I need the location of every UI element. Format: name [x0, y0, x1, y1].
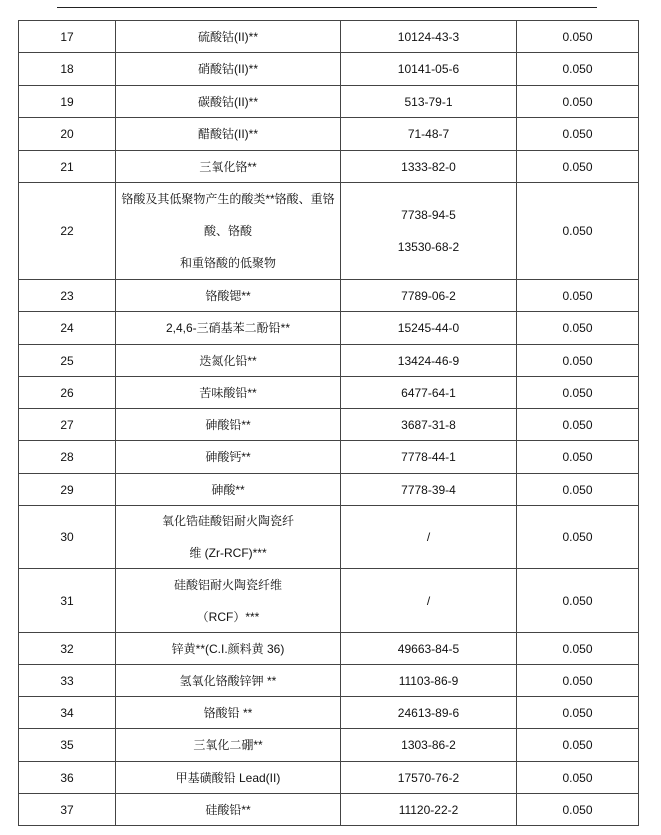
- substance-name: [116, 762, 341, 794]
- cas-number-line: /: [426, 593, 431, 608]
- row-number: 21: [19, 151, 116, 183]
- limit-value: 0.050: [517, 506, 639, 569]
- limit-value: 0.050: [517, 312, 639, 345]
- substance-name: [116, 345, 341, 377]
- row-number: 37: [19, 794, 116, 826]
- header-rule: [57, 7, 597, 8]
- limit-value: 0.050: [517, 474, 639, 506]
- limit-value: 0.050: [517, 21, 639, 53]
- row-number: 36: [19, 762, 116, 794]
- limit-value: 0.050: [517, 633, 639, 665]
- cas-number-line: 11103-86-9: [398, 673, 459, 688]
- cas-number-line: 7778-44-1: [401, 450, 456, 464]
- substance-name-line: 硫酸钴(II)**: [197, 29, 258, 44]
- cas-number-line: 10141-05-6: [397, 62, 460, 76]
- cas-number-line: 13530-68-2: [397, 240, 460, 254]
- table-row: [19, 86, 639, 118]
- limit-value: 0.050: [517, 53, 639, 86]
- cas-number-line: 10124-43-3: [397, 29, 460, 44]
- limit-value: 0.050: [517, 665, 639, 697]
- substance-name: [116, 86, 341, 118]
- substance-name-line: 砷酸钙**: [205, 450, 251, 464]
- limit-value: 0.050: [517, 86, 639, 118]
- table-row: [19, 441, 639, 474]
- substance-name: [116, 697, 341, 729]
- substance-name: [116, 53, 341, 86]
- row-number: 35: [19, 729, 116, 762]
- row-number: 34: [19, 697, 116, 729]
- substance-name: [116, 21, 341, 53]
- cas-number: [341, 312, 517, 345]
- cas-number: [341, 53, 517, 86]
- substance-name: [116, 280, 341, 312]
- row-number: 19: [19, 86, 116, 118]
- cas-number-line: 11120-22-2: [398, 802, 459, 817]
- table-row: [19, 794, 639, 826]
- substance-name-line: 铬酸锶**: [205, 288, 251, 303]
- limit-value: 0.050: [517, 569, 639, 633]
- substance-name-line: 维 (Zr-RCF)***: [189, 546, 267, 560]
- table-row: [19, 118, 639, 151]
- cas-number-line: 71-48-7: [407, 127, 450, 141]
- cas-number-line: 49663-84-5: [397, 641, 460, 656]
- cas-number-line: 7789-06-2: [401, 288, 456, 303]
- cas-number: [341, 377, 517, 409]
- row-number: 29: [19, 474, 116, 506]
- cas-number-line: 24613-89-6: [397, 705, 460, 720]
- table-row: [19, 345, 639, 377]
- table-row: [19, 21, 639, 53]
- table-row: [19, 53, 639, 86]
- substance-name: [116, 474, 341, 506]
- limit-value: 0.050: [517, 409, 639, 441]
- substance-name: [116, 312, 341, 345]
- limit-value: 0.050: [517, 183, 639, 280]
- row-number: 24: [19, 312, 116, 345]
- table-row: [19, 633, 639, 665]
- substance-name-line: 和重铬酸的低聚物: [179, 256, 276, 270]
- cas-number: [341, 665, 517, 697]
- limit-value: 0.050: [517, 345, 639, 377]
- substance-name: [116, 729, 341, 762]
- substance-name-line: 三氧化二硼**: [193, 738, 263, 752]
- limit-value: 0.050: [517, 280, 639, 312]
- table-row: [19, 280, 639, 312]
- cas-number: [341, 729, 517, 762]
- substance-name: [116, 377, 341, 409]
- substance-name-line: 铬酸铅 **: [203, 705, 253, 720]
- limit-value: 0.050: [517, 441, 639, 474]
- substance-name-line: 氧化锆硅酸铝耐火陶瓷纤: [161, 514, 294, 528]
- cas-number: [341, 183, 517, 280]
- cas-number-line: 3687-31-8: [401, 417, 456, 432]
- substance-name-line: 甲基磺酸铅 Lead(II): [175, 770, 281, 785]
- table-row: [19, 151, 639, 183]
- substance-name-line: 2,4,6-三硝基苯二酚铅**: [165, 321, 291, 335]
- substance-table-body: [19, 21, 639, 826]
- substance-name: [116, 569, 341, 633]
- table-row: [19, 474, 639, 506]
- row-number: 20: [19, 118, 116, 151]
- substance-name: [116, 794, 341, 826]
- table-row: [19, 569, 639, 633]
- table-row: [19, 409, 639, 441]
- substance-name-line: 硅酸铝耐火陶瓷纤维: [173, 577, 282, 592]
- row-number: 18: [19, 53, 116, 86]
- substance-name-line: 三氧化铬**: [199, 159, 257, 174]
- limit-value: 0.050: [517, 794, 639, 826]
- substance-name-line: 铬酸及其低聚物产生的酸类**铬酸、重铬: [121, 192, 335, 206]
- cas-number: [341, 697, 517, 729]
- cas-number-line: 7778-39-4: [401, 482, 456, 497]
- table-row: [19, 183, 639, 280]
- limit-value: 0.050: [517, 151, 639, 183]
- substance-name-line: 迭氮化铅**: [199, 353, 257, 368]
- substance-name-line: 醋酸钴(II)**: [197, 127, 258, 141]
- substance-name-line: 硝酸钴(II)**: [197, 62, 258, 76]
- cas-number: [341, 633, 517, 665]
- cas-number: [341, 762, 517, 794]
- row-number: 33: [19, 665, 116, 697]
- substance-name-line: 砷酸**: [211, 482, 245, 497]
- cas-number-line: 1333-82-0: [401, 159, 456, 174]
- cas-number-line: /: [426, 530, 431, 544]
- row-number: 27: [19, 409, 116, 441]
- row-number: 28: [19, 441, 116, 474]
- substance-name-line: 苦味酸铅**: [199, 385, 257, 400]
- limit-value: 0.050: [517, 697, 639, 729]
- limit-value: 0.050: [517, 762, 639, 794]
- substance-name-line: （RCF）***: [196, 609, 260, 624]
- substance-name-line: 氢氧化铬酸锌钾 **: [179, 673, 277, 688]
- limit-value: 0.050: [517, 377, 639, 409]
- cas-number-line: 7738-94-5: [401, 208, 456, 222]
- row-number: 17: [19, 21, 116, 53]
- substance-name-line: 锌黄**(C.I.颜料黄 36): [171, 641, 285, 656]
- cas-number-line: 15245-44-0: [397, 321, 460, 335]
- substance-table: [18, 20, 639, 826]
- row-number: 23: [19, 280, 116, 312]
- cas-number-line: 6477-64-1: [401, 385, 456, 400]
- cas-number-line: 513-79-1: [404, 94, 453, 109]
- row-number: 30: [19, 506, 116, 569]
- table-row: [19, 762, 639, 794]
- cas-number-line: 1303-86-2: [401, 738, 456, 752]
- cas-number: [341, 345, 517, 377]
- substance-name: [116, 183, 341, 280]
- substance-name: [116, 665, 341, 697]
- cas-number: [341, 118, 517, 151]
- cas-number-line: 13424-46-9: [397, 353, 460, 368]
- row-number: 32: [19, 633, 116, 665]
- row-number: 25: [19, 345, 116, 377]
- table-row: [19, 377, 639, 409]
- substance-name: [116, 441, 341, 474]
- cas-number: [341, 794, 517, 826]
- substance-name-line: 酸、铬酸: [203, 224, 252, 238]
- cas-number: [341, 474, 517, 506]
- substance-name-line: 硅酸铅**: [205, 802, 251, 817]
- cas-number: [341, 151, 517, 183]
- cas-number: [341, 506, 517, 569]
- substance-name: [116, 506, 341, 569]
- cas-number: [341, 441, 517, 474]
- table-row: [19, 506, 639, 569]
- cas-number: [341, 86, 517, 118]
- row-number: 22: [19, 183, 116, 280]
- table-row: [19, 665, 639, 697]
- table-row: [19, 729, 639, 762]
- substance-name: [116, 633, 341, 665]
- limit-value: 0.050: [517, 118, 639, 151]
- substance-name-line: 砷酸铅**: [205, 417, 251, 432]
- table-row: [19, 312, 639, 345]
- cas-number: [341, 21, 517, 53]
- row-number: 31: [19, 569, 116, 633]
- substance-name-line: 碳酸钴(II)**: [197, 94, 258, 109]
- table-row: [19, 697, 639, 729]
- cas-number: [341, 409, 517, 441]
- substance-name: [116, 151, 341, 183]
- limit-value: 0.050: [517, 729, 639, 762]
- cas-number-line: 17570-76-2: [397, 770, 460, 785]
- substance-name: [116, 118, 341, 151]
- cas-number: [341, 569, 517, 633]
- cas-number: [341, 280, 517, 312]
- substance-name: [116, 409, 341, 441]
- row-number: 26: [19, 377, 116, 409]
